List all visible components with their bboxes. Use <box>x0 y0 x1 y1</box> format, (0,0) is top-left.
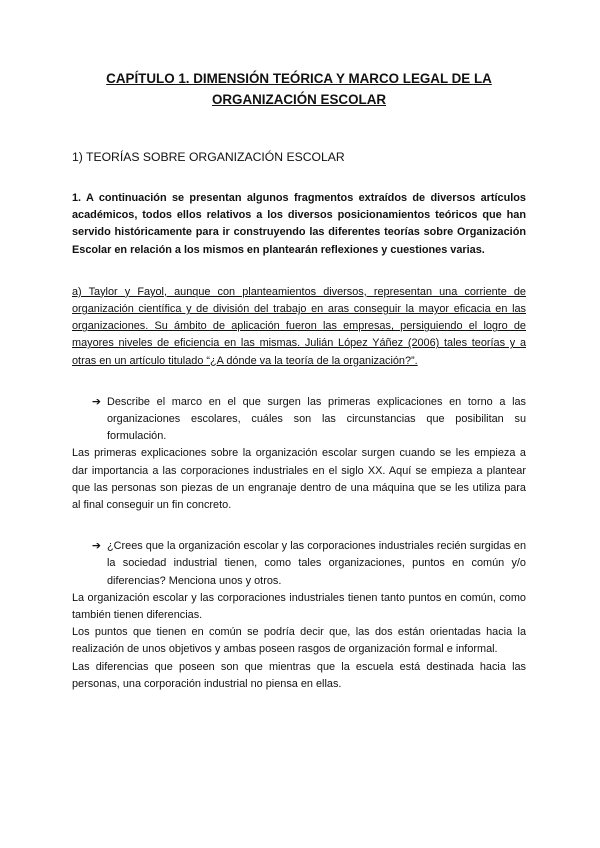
question-1 <box>72 394 526 446</box>
quote-paragraph: a) Taylor y Fayol, aunque con planteamientos diversos, representan una corriente de organización científica y de división del trabajo en aras conseguir la mayor eficacia en las organizaciones. Su ámbito de aplicación fueron las empresas, persiguiendo el logro de mayores niveles de eficiencia en las mismas. Julián López Yáñez (2006) tales teorías y a otras en un artículo titulado “¿A dónde va la teoría de la organización?”. <box>72 285 526 367</box>
chapter-title-line-2: ORGANIZACIÓN ESCOLAR <box>211 92 387 107</box>
answer-1: Las primeras explicaciones sobre la organización escolar surgen cuando se les empieza a dar importancia a las corporaciones industriales en el siglo XX. Aquí se empieza a plantear que las personas son piezas de un engranaje dentro de una máquina que se les utiliza para al final conseguir un fin concreto. <box>72 447 526 512</box>
answer-2-paragraph-2: Los puntos que tienen en común se podría decir que, las dos están orientadas hacia la realización de unos objetivos y ambas poseen rasgos de organización formal e informal. <box>72 626 526 656</box>
section-heading: 1) TEORÍAS SOBRE ORGANIZACIÓN ESCOLAR <box>72 150 345 164</box>
question-2 <box>72 538 526 590</box>
arrow-bullet-icon: ➔ <box>91 395 101 408</box>
question-1-text: Describe el marco en el que surgen las primeras explicaciones en torno a las organizaciones escolares, cuáles son las circunstancias que posibilitan su formulación. <box>107 395 526 443</box>
intro-paragraph: 1. A continuación se presentan algunos fragmentos extraídos de diversos artículos académicos, todos ellos relativos a los diversos posicionamientos teóricos que han servido históricamente para ir construyendo las diferentes teorías sobre Organización Escolar en relación a los mismos en plantearán reflexiones y cuestiones varias. <box>72 192 526 256</box>
chapter-title <box>72 68 526 110</box>
page-content <box>72 68 526 693</box>
answer-2-paragraph-1: La organización escolar y las corporaciones industriales tienen tanto puntos en común, como también tienen diferencias. <box>72 591 526 622</box>
chapter-title-line-1: CAPÍTULO 1. DIMENSIÓN TEÓRICA Y MARCO LEGAL DE LA <box>106 71 492 86</box>
question-2-text: ¿Crees que la organización escolar y las corporaciones industriales recién surgidas en la sociedad industrial tienen, como tales organizaciones, puntos en común y/o diferencias? Menciona unos y otros. <box>107 540 526 587</box>
answer-2-paragraph-3: Las diferencias que poseen son que mientras que la escuela está destinada hacia las personas, una corporación industrial no piensa en ellas. <box>72 660 526 690</box>
arrow-bullet-icon: ➔ <box>91 540 101 553</box>
